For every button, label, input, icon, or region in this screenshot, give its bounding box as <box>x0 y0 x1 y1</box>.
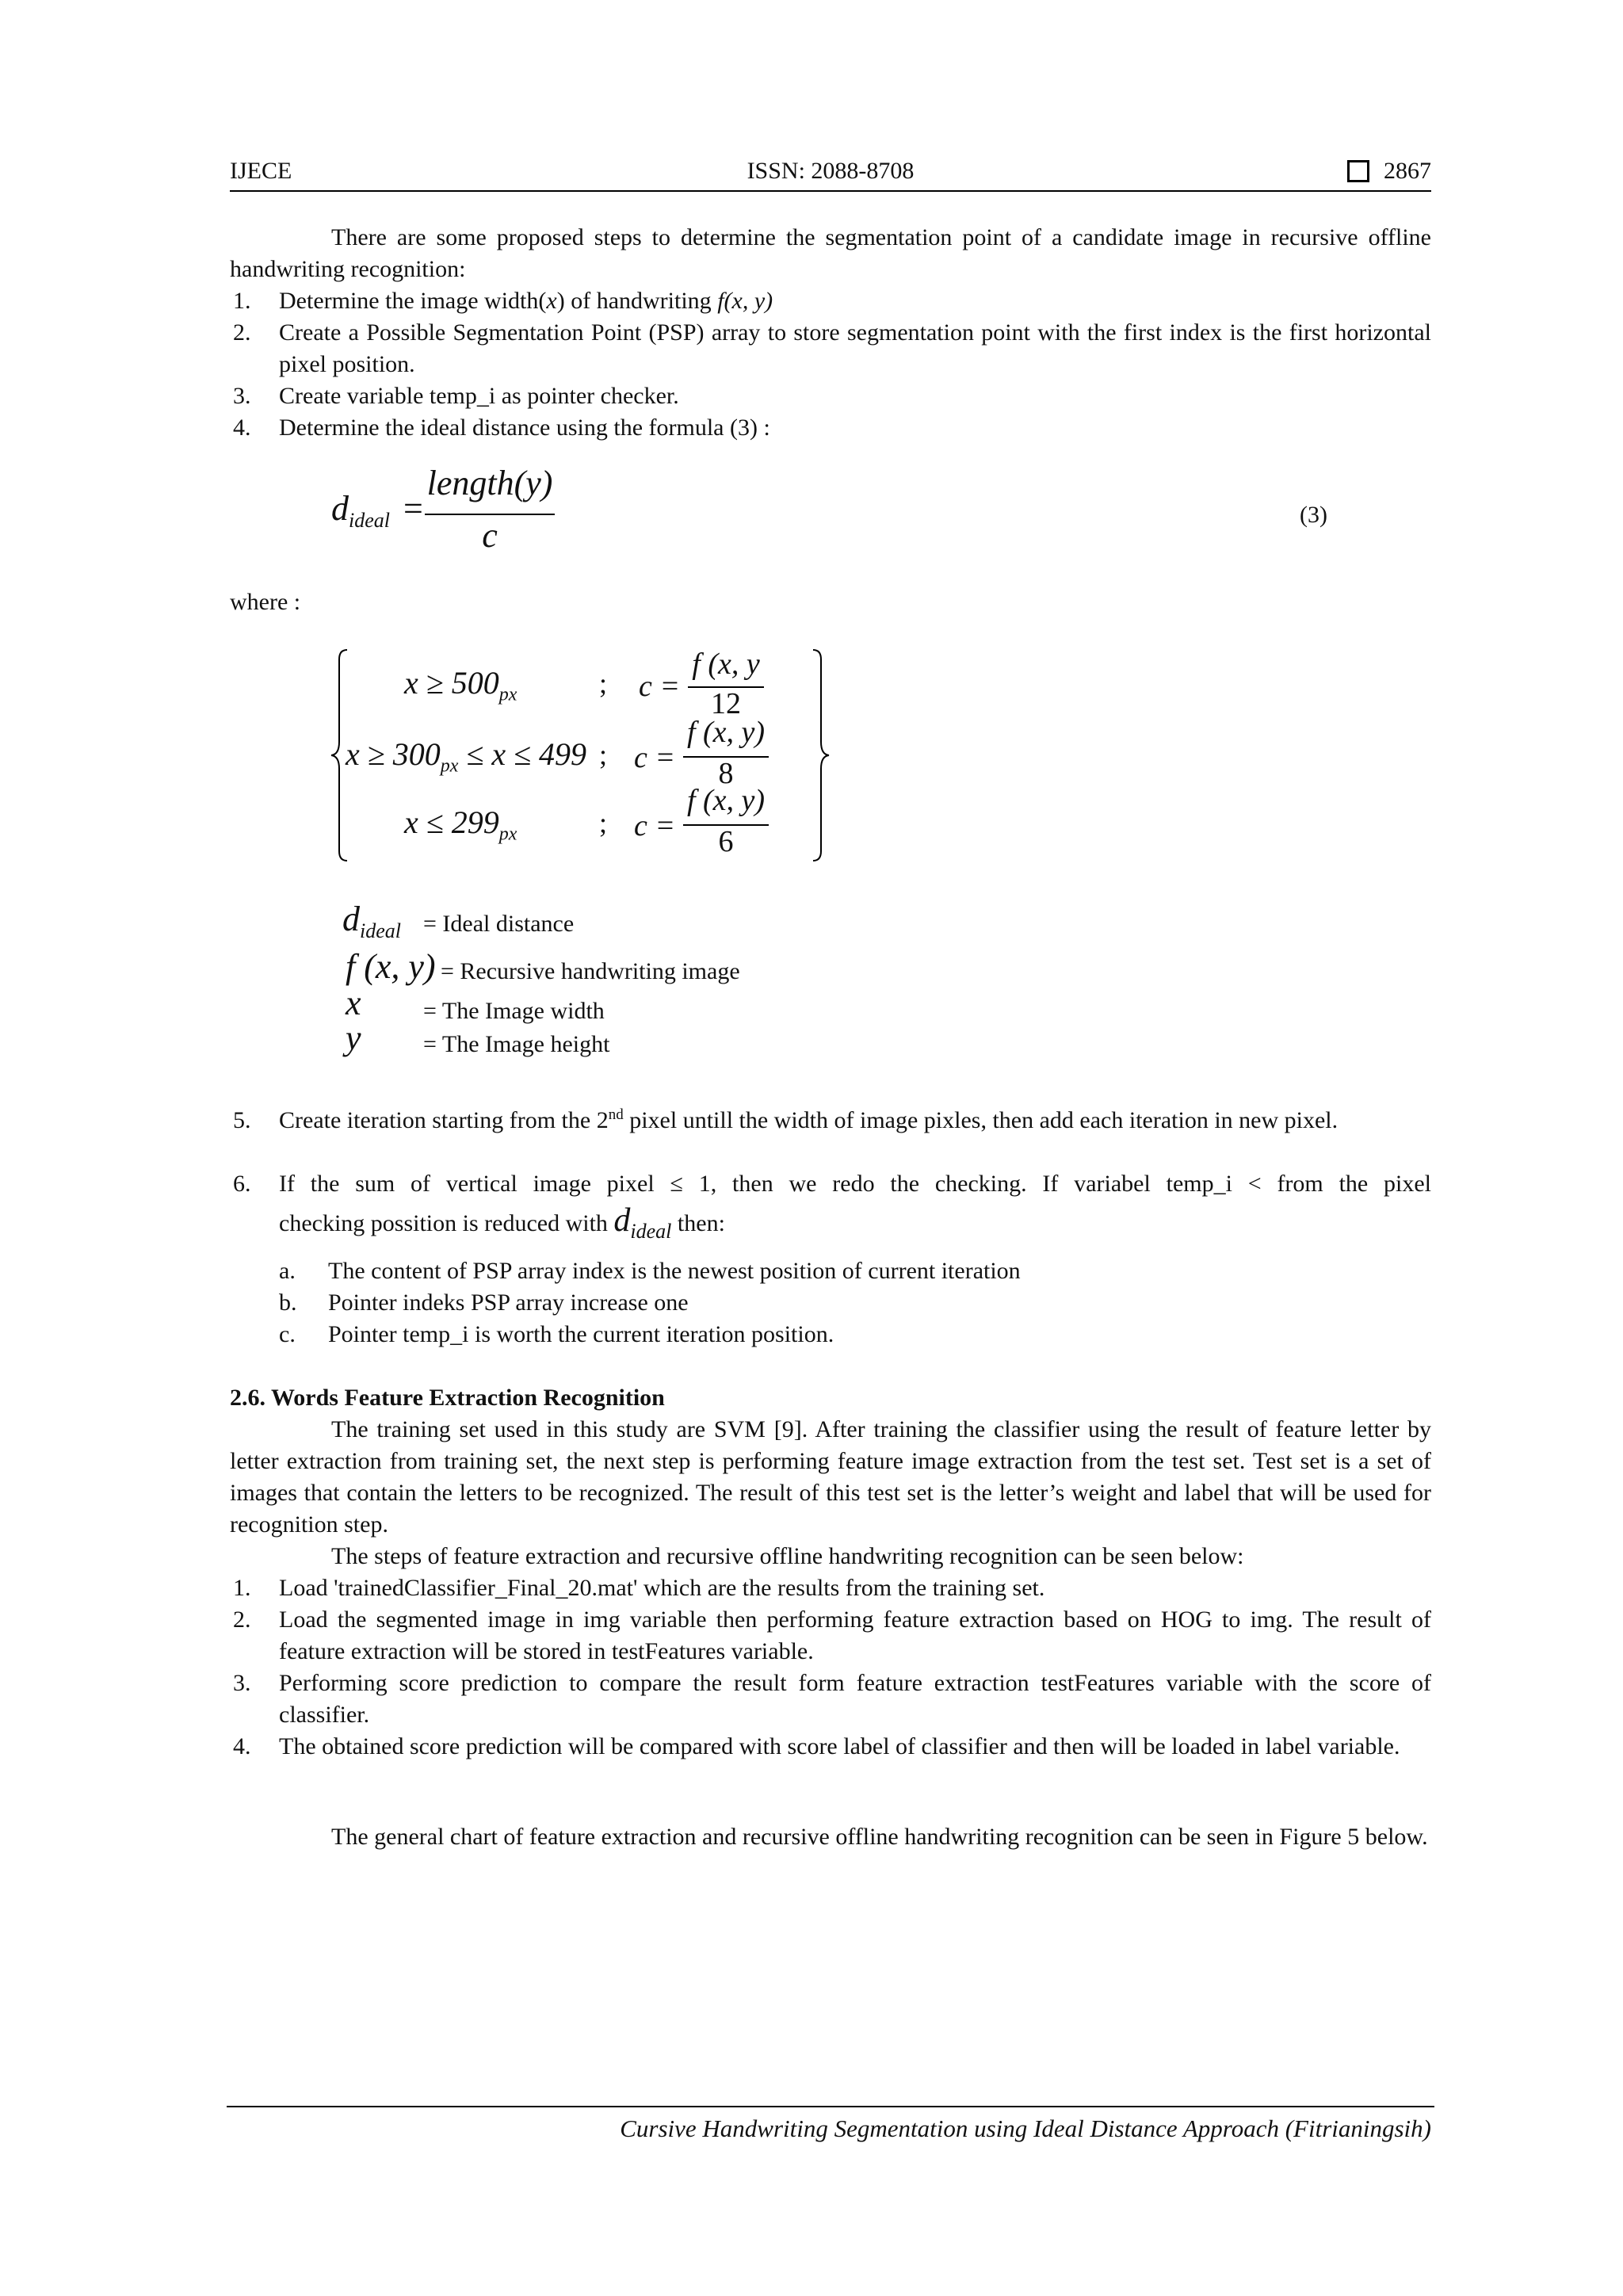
case-numerator: f (x, y) <box>686 784 766 817</box>
list-item: 4. Determine the ideal distance using the formula (3) : <box>233 415 770 441</box>
page-footer: Cursive Handwriting Segmentation using Ideal Distance Approach (Fitrianingsih) <box>620 2115 1431 2142</box>
list-item: b. Pointer indeks PSP array increase one <box>279 1289 689 1316</box>
list-item: c. Pointer temp_i is worth the current iteration position. <box>279 1321 834 1347</box>
issn: ISSN: 2088-8708 <box>747 158 915 184</box>
page-header <box>230 155 1431 192</box>
definition-symbol: $d_{ideal}$ <box>342 900 401 943</box>
list-item: 3. Create variable temp_i as pointer checker. <box>233 383 679 409</box>
section-paragraph: The steps of feature extraction and recursive offline handwriting recognition can be seen below: <box>331 1543 1244 1569</box>
equation-numerator: length(y) <box>426 464 553 502</box>
case-numerator: f (x, y <box>692 648 760 681</box>
list-item: a. The content of PSP array index is the newest position of current iteration <box>279 1258 1021 1284</box>
case-denominator: 6 <box>718 825 734 858</box>
page-number: 2867 <box>1384 158 1431 184</box>
list-item: 2. Load the segmented image in img variable then performing feature extraction based on HOG to img. The result of feature extraction will be stored in testFeatures variable. <box>233 1606 1431 1664</box>
footer-rule <box>227 2106 1434 2107</box>
list-item: 6. If the sum of vertical image pixel ≤ 1, then we redo the checking. If variabel temp_i < from the pixel checking possition is reduced with dideal then: <box>233 1171 1431 1244</box>
case-condition: $x \le 299_{px}$ <box>404 804 517 845</box>
equation-denominator: c <box>482 516 498 555</box>
definition-text: = The Image width <box>423 998 605 1024</box>
section-paragraph: The training set used in this study are SVM [9]. After training the classifier using the result of feature letter by letter extraction from training set, the next step is performing feature image extraction from the test set. Test set is a set of images that contain the letters to be recognized. The result of this test set is the letter’s weight and label that will be used for recognition step. <box>230 1416 1431 1538</box>
list-item: 5. Create iteration starting from the 2nd pixel untill the width of image pixles, then add each iteration in new pixel. <box>233 1106 1338 1133</box>
definition-symbol: f (x, y) <box>346 947 436 986</box>
list-item: 1. Load 'trainedClassifier_Final_20.mat' which are the results from the training set. <box>233 1575 1045 1601</box>
equation-label: (3) <box>1300 502 1327 528</box>
case-separator: ; <box>599 667 608 699</box>
list-item: 2. Create a Possible Segmentation Point (PSP) array to store segmentation point with the first index is the first horizontal pixel position. <box>233 319 1431 377</box>
case-numerator: f (x, y) <box>686 716 766 749</box>
list-item: 3. Performing score prediction to compare the result form feature extraction testFeatures variable with the score of classifier. <box>233 1670 1431 1728</box>
section-heading: 2.6. Words Feature Extraction Recognition <box>230 1385 665 1411</box>
case-separator: ; <box>599 739 608 770</box>
case-condition: $x \ge 300_{px} \le x \le 499$ <box>346 736 587 777</box>
case-condition: $x \ge 500_{px}$ <box>404 665 517 705</box>
journal-name: IJECE <box>230 158 292 184</box>
case-denominator: 8 <box>718 757 734 790</box>
definition-text: = Recursive handwriting image <box>441 958 740 984</box>
definition-text: = Ideal distance <box>423 911 575 937</box>
case-c: c = <box>639 670 681 703</box>
case-c: c = <box>634 741 676 774</box>
case-denominator: 12 <box>711 687 741 720</box>
equation-3: $d_{ideal}$ = <box>331 489 423 533</box>
definition-text: = The Image height <box>423 1031 610 1057</box>
box-icon <box>1347 160 1369 182</box>
case-separator: ; <box>599 807 608 839</box>
intro-paragraph: There are some proposed steps to determine the segmentation point of a candidate image in recursive offline handwriting recognition: <box>230 224 1431 282</box>
section-paragraph: The general chart of feature extraction and recursive offline handwriting recognition can be seen in Figure 5 below. <box>331 1824 1428 1850</box>
case-c: c = <box>634 809 676 842</box>
list-item: 4. The obtained score prediction will be compared with score label of classifier and then will be loaded in label variable. <box>233 1733 1400 1759</box>
fraction-bar <box>425 514 555 515</box>
right-brace <box>810 648 821 862</box>
list-item: 1. Determine the image width(x) of handwriting f(x, y) <box>233 288 773 314</box>
where-label: where : <box>230 589 301 615</box>
definition-symbol: y <box>346 1018 361 1057</box>
definition-symbol: x <box>346 984 361 1022</box>
